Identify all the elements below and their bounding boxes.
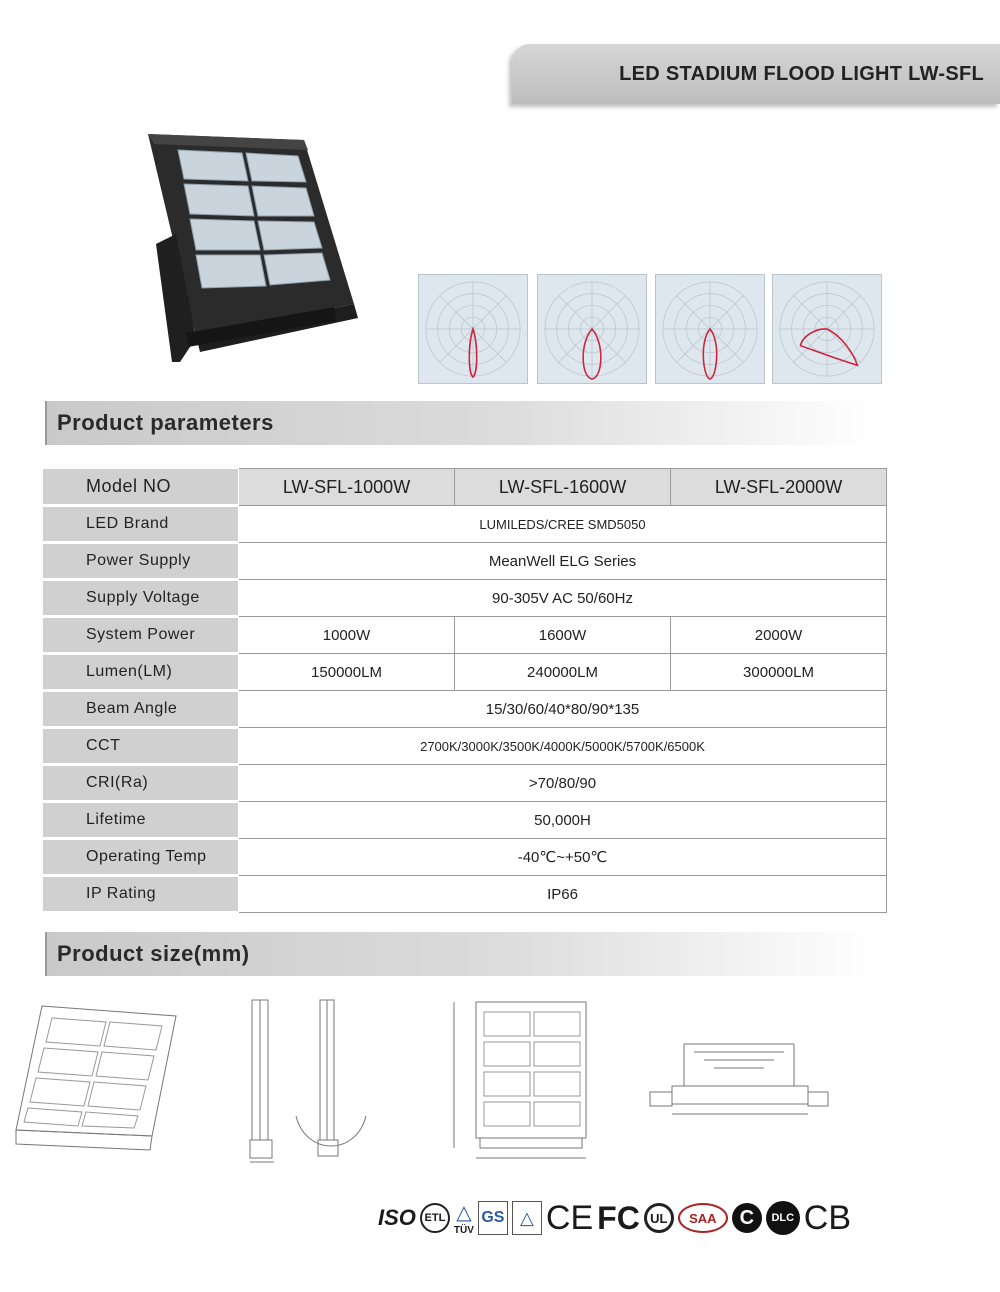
c-mark-logo: C xyxy=(732,1203,762,1233)
polar-diagram-4 xyxy=(772,274,882,384)
row-label: Operating Temp xyxy=(43,839,239,876)
certification-logos xyxy=(378,1196,874,1240)
tuv-logo xyxy=(454,1200,474,1236)
section-title: Product parameters xyxy=(57,410,274,435)
row-value: 2000W xyxy=(671,617,887,654)
row-label: System Power xyxy=(43,617,239,654)
row-label: CRI(Ra) xyxy=(43,765,239,802)
triangle-mark-icon: △ xyxy=(512,1201,542,1235)
section-title: Product size(mm) xyxy=(57,941,250,966)
row-value: 150000LM xyxy=(239,654,455,691)
polar-diagram-1 xyxy=(418,274,528,384)
perspective-drawing xyxy=(12,1002,184,1154)
side-view-drawing xyxy=(246,996,376,1166)
table-row xyxy=(43,765,887,802)
row-value: LUMILEDS/CREE SMD5050 xyxy=(239,506,887,543)
row-label: Model NO xyxy=(43,469,239,506)
row-value: -40℃~+50℃ xyxy=(239,839,887,876)
etl-logo: ETL xyxy=(420,1203,450,1233)
saa-logo: SAA xyxy=(678,1203,728,1233)
title-bar xyxy=(512,44,1000,104)
section-product-parameters xyxy=(45,401,875,445)
row-value: >70/80/90 xyxy=(239,765,887,802)
row-label: Supply Voltage xyxy=(43,580,239,617)
row-label: IP Rating xyxy=(43,876,239,913)
polar-diagram-2 xyxy=(537,274,647,384)
page-title: LED STADIUM FLOOD LIGHT LW-SFL xyxy=(619,62,984,85)
row-label: Lifetime xyxy=(43,802,239,839)
dlc-logo: DLC xyxy=(766,1201,800,1235)
gs-logo: GS xyxy=(478,1201,508,1235)
polar-diagram-3 xyxy=(655,274,765,384)
tuv-label: TÜV xyxy=(453,1225,474,1236)
row-label: Lumen(LM) xyxy=(43,654,239,691)
warning-triangle-icon: △ xyxy=(456,1202,472,1224)
table-row xyxy=(43,654,887,691)
row-value: 1000W xyxy=(239,617,455,654)
row-label: LED Brand xyxy=(43,506,239,543)
row-value: 2700K/3000K/3500K/4000K/5000K/5700K/6500K xyxy=(239,728,887,765)
table-row xyxy=(43,543,887,580)
row-value: 1600W xyxy=(455,617,671,654)
parameters-table xyxy=(42,468,887,914)
bottom-view-drawing xyxy=(644,1036,832,1132)
row-value: IP66 xyxy=(239,876,887,913)
table-row xyxy=(43,691,887,728)
table-row xyxy=(43,802,887,839)
row-label: Beam Angle xyxy=(43,691,239,728)
table-row xyxy=(43,728,887,765)
row-label: CCT xyxy=(43,728,239,765)
model-cell: LW-SFL-1000W xyxy=(239,469,455,506)
ul-logo: UL xyxy=(644,1203,674,1233)
row-label: Power Supply xyxy=(43,543,239,580)
section-product-size xyxy=(45,932,875,976)
row-value: 240000LM xyxy=(455,654,671,691)
row-value: MeanWell ELG Series xyxy=(239,543,887,580)
cb-logo: CB xyxy=(803,1198,852,1237)
ce-logo: CE xyxy=(545,1198,594,1237)
table-row xyxy=(43,506,887,543)
model-cell: LW-SFL-1600W xyxy=(455,469,671,506)
row-value: 15/30/60/40*80/90*135 xyxy=(239,691,887,728)
table-row xyxy=(43,617,887,654)
row-value: 50,000H xyxy=(239,802,887,839)
front-view-drawing xyxy=(448,998,602,1164)
row-value: 90-305V AC 50/60Hz xyxy=(239,580,887,617)
product-photo xyxy=(136,126,368,366)
table-row xyxy=(43,839,887,876)
table-row xyxy=(43,580,887,617)
model-cell: LW-SFL-2000W xyxy=(671,469,887,506)
row-value: 300000LM xyxy=(671,654,887,691)
fc-logo: FC xyxy=(597,1199,640,1236)
iso-logo: ISO xyxy=(378,1205,416,1230)
table-header-row xyxy=(43,469,887,506)
table-row xyxy=(43,876,887,913)
